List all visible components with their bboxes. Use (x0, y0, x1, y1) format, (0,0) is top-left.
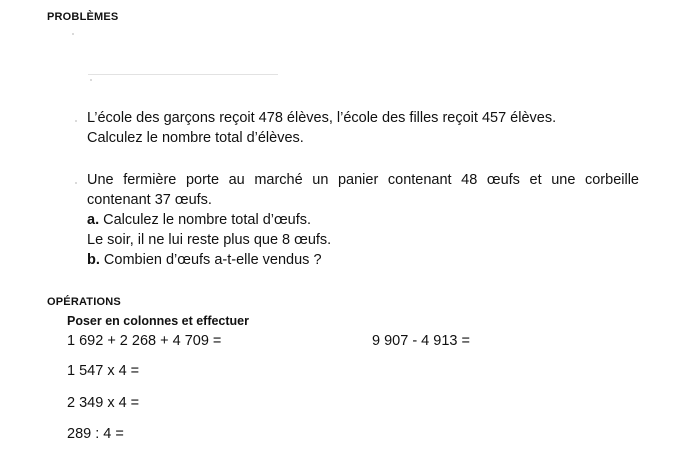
scan-artifact (75, 120, 77, 122)
operations-heading: OPÉRATIONS (47, 296, 121, 308)
operation-4: 2 349 x 4 = (67, 395, 140, 411)
problem-1 (87, 108, 556, 148)
problem-2-question-a (87, 210, 639, 230)
problem-2-line-4: Le soir, il ne lui reste plus que 8 œufs. (87, 232, 332, 248)
scan-artifact (72, 33, 74, 35)
problems-heading: PROBLÈMES (47, 11, 119, 23)
question-b-label: b. (87, 252, 100, 268)
problem-2-line-1: Une fermière porte au marché un panier contenant 48 œufs et une corbeille (87, 172, 639, 188)
operation-3: 1 547 x 4 = (67, 363, 140, 379)
scan-artifact (90, 79, 92, 81)
problem-2-question-b (87, 250, 639, 270)
operations-subtitle: Poser en colonnes et effectuer (67, 314, 250, 328)
problem-1-line-2: Calculez le nombre total d’élèves. (87, 130, 304, 146)
problem-2-line-2: contenant 37 œufs. (87, 192, 212, 208)
operation-2: 9 907 - 4 913 = (372, 333, 470, 349)
problem-1-line-1: L’école des garçons reçoit 478 élèves, l’école des filles reçoit 457 élèves. (87, 110, 557, 126)
question-a-label: a. (87, 212, 100, 228)
operation-1: 1 692 + 2 268 + 4 709 = (67, 333, 222, 349)
problem-2 (87, 170, 639, 270)
scan-artifact (88, 74, 278, 75)
question-b-text: Combien d’œufs a-t-elle vendus ? (103, 252, 322, 268)
operation-5: 289 : 4 = (67, 426, 124, 442)
scan-artifact (75, 182, 77, 184)
question-a-text: Calculez le nombre total d’œufs. (103, 212, 312, 228)
